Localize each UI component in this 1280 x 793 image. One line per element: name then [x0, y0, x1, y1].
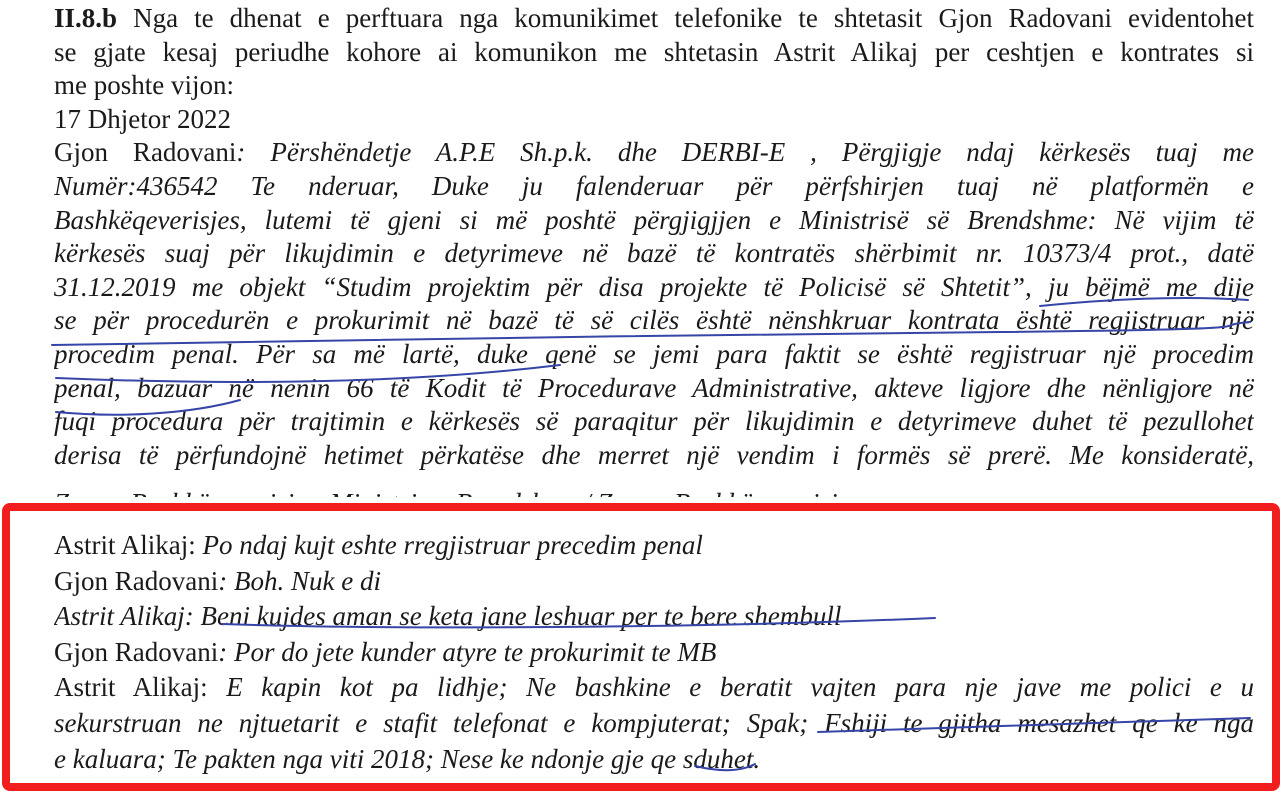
section-number: II.8.b [54, 3, 118, 33]
message-text: Beni kujdes aman se keta jane leshuar per te bere shembull [200, 601, 842, 632]
speaker-name: Astrit Alikaj [54, 530, 189, 560]
message-line: Gjon Radovani: Përshëndetje A.P.E Sh.p.k. dhe DERBI-E , Përgjigje ndaj kërkesës tuaj me [54, 137, 1254, 168]
message-text: Po ndaj kujt eshte rregjistruar precedim penal [202, 530, 703, 560]
intro-text: Nga te dhenat e perftuara nga komunikimet telefonike te shtetasit Gjon Radovani evidentohet [133, 3, 1254, 33]
speaker-name: Astrit Alikaj [54, 672, 201, 703]
chat-line: sekurstruan ne njtuetarit e stafit telefonat e kompjuterat; Spak; Fshiji te gjitha mesazhet qe ke nga [54, 707, 1254, 738]
message-line: 31.12.2019 me objekt “Studim projektim për disa projekte të Policisë së Shtetit”, ju bëjmë me dije [54, 271, 1254, 302]
message-line: derisa të përfundojnë hetimet përkatëse dhe merret një vendim i formës së prerë. Me konsideratë, [54, 439, 1254, 470]
intro-line [54, 2, 1254, 36]
message-line: procedim penal. Për sa më lartë, duke qenë se jemi para faktit se është regjistruar një procedim [54, 338, 1254, 369]
chat-line: Astrit Alikaj: Po ndaj kujt eshte rregjistruar precedim penal [54, 530, 703, 560]
chat-line: e kaluara; Te pakten nga viti 2018; Nese ke ndonje gje qe sduhet. [54, 743, 761, 774]
chat-line: Gjon Radovani: Boh. Nuk e di [54, 565, 381, 596]
message-line: kërkesës suaj për likujdimin e detyrimeve në bazë të kontratës shërbimit nr. 10373/4 prot., datë [54, 238, 1254, 269]
message-text: Por do jete kunder atyre te prokurimit te MB [233, 636, 717, 667]
chat-line: Gjon Radovani: Por do jete kunder atyre te prokurimit te MB [54, 636, 717, 667]
message-line: Bashkëqeverisjes, lutemi të gjeni si më poshtë përgjigjjen e Ministrisë së Brendshme: Në vijim të [54, 204, 1254, 235]
speaker-name: Gjon Radovani [54, 137, 237, 168]
speaker-name: Astrit Alikaj [54, 601, 185, 632]
conversation-date: 17 Dhjetor 2022 [54, 103, 231, 134]
intro-line: me poshte vijon: [54, 70, 234, 101]
message-line: penal, bazuar në nenin 66 të Kodit të Procedurave Administrative, akteve ligjore dhe nënligjore në [54, 372, 1254, 403]
message-line: Numër:436542 Te nderuar, Duke ju falenderuar për përfshirjen tuaj në platformën e [54, 170, 1254, 201]
message-line: fuqi procedura për trajtimin e kërkesës së paraqitur për likujdimin e detyrimeve duhet të pezullohet [54, 406, 1254, 437]
message-text: E kapin kot pa lidhje; Ne bashkine e beratit vajten para nje jave me polici e u [226, 672, 1254, 703]
chat-line: Astrit Alikaj: E kapin kot pa lidhje; Ne bashkine e beratit vajten para nje jave me polici e u [54, 672, 1254, 703]
message-text: Përshëndetje A.P.E Sh.p.k. dhe DERBI-E , Përgjigje ndaj kërkesës tuaj me [270, 137, 1254, 168]
document-body [54, 2, 1254, 472]
message-line: se për procedurën e prokurimit në bazë të së cilës është nënshkruar kontrata është regjistruar një [54, 305, 1254, 336]
intro-line: se gjate kesaj periudhe kohore ai komunikon me shtetasin Astrit Alikaj per ceshtjen e kontrates si [54, 36, 1254, 67]
conversation-excerpt [54, 528, 1254, 777]
speaker-name: Gjon Radovani [54, 565, 219, 596]
message-text: Boh. Nuk e di [233, 565, 381, 596]
chat-line: Astrit Alikaj: Beni kujdes aman se keta jane leshuar per te bere shembull [54, 601, 842, 632]
speaker-name: Gjon Radovani [54, 636, 219, 667]
